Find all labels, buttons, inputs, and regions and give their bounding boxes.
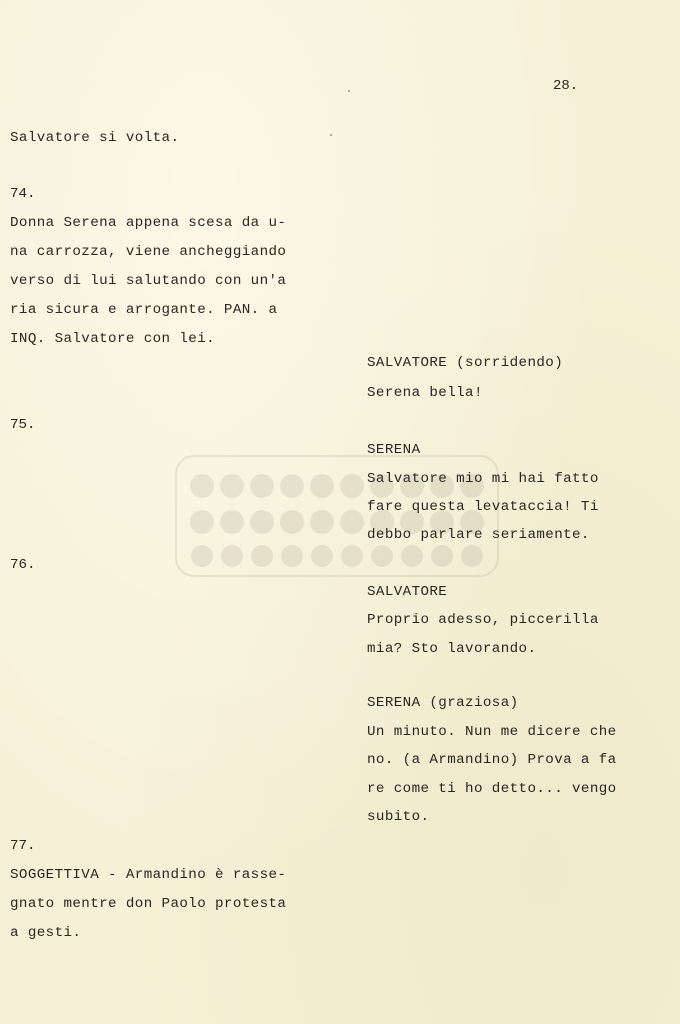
dialogue-line: Salvatore mio mi hai fatto xyxy=(367,471,599,487)
dialogue-line: Serena bella! xyxy=(367,385,483,401)
dialogue-line: SERENA (graziosa) xyxy=(367,695,519,711)
dialogue-line: Proprio adesso, piccerilla xyxy=(367,612,599,628)
dialogue-line: fare questa levataccia! Ti xyxy=(367,499,599,515)
dialogue-line: Un minuto. Nun me dicere che xyxy=(367,724,617,740)
page-number: 28. xyxy=(553,78,579,94)
shot-number-74: 74. xyxy=(10,186,36,202)
shot-77-line: gnato mentre don Paolo protesta xyxy=(10,896,287,912)
shot-number-77: 77. xyxy=(10,838,36,854)
dialogue-line: re come ti ho detto... vengo xyxy=(367,781,617,797)
shot-number-75: 75. xyxy=(10,417,36,433)
paper-speck xyxy=(348,90,350,92)
shot-74-line: INQ. Salvatore con lei. xyxy=(10,331,216,347)
dialogue-line: mia? Sto lavorando. xyxy=(367,641,537,657)
shot-74-line: ria sicura e arrogante. PAN. a xyxy=(10,302,278,318)
shot-74-line: verso di lui salutando con un'a xyxy=(10,273,287,289)
shot-74-line: na carrozza, viene ancheggiando xyxy=(10,244,287,260)
paper-speck xyxy=(330,134,332,136)
dialogue-line: SALVATORE (sorridendo) xyxy=(367,355,564,371)
dialogue-line: debbo parlare seriamente. xyxy=(367,527,590,543)
intro-line: Salvatore si volta. xyxy=(10,130,180,146)
dialogue-line: no. (a Armandino) Prova a fa xyxy=(367,752,617,768)
dialogue-line: SERENA xyxy=(367,442,421,458)
shot-77-line: SOGGETTIVA - Armandino è rasse- xyxy=(10,867,287,883)
shot-number-76: 76. xyxy=(10,557,36,573)
dialogue-line: subito. xyxy=(367,809,430,825)
shot-74-line: Donna Serena appena scesa da u- xyxy=(10,215,287,231)
dialogue-line: SALVATORE xyxy=(367,584,448,600)
shot-77-line: a gesti. xyxy=(10,925,82,941)
